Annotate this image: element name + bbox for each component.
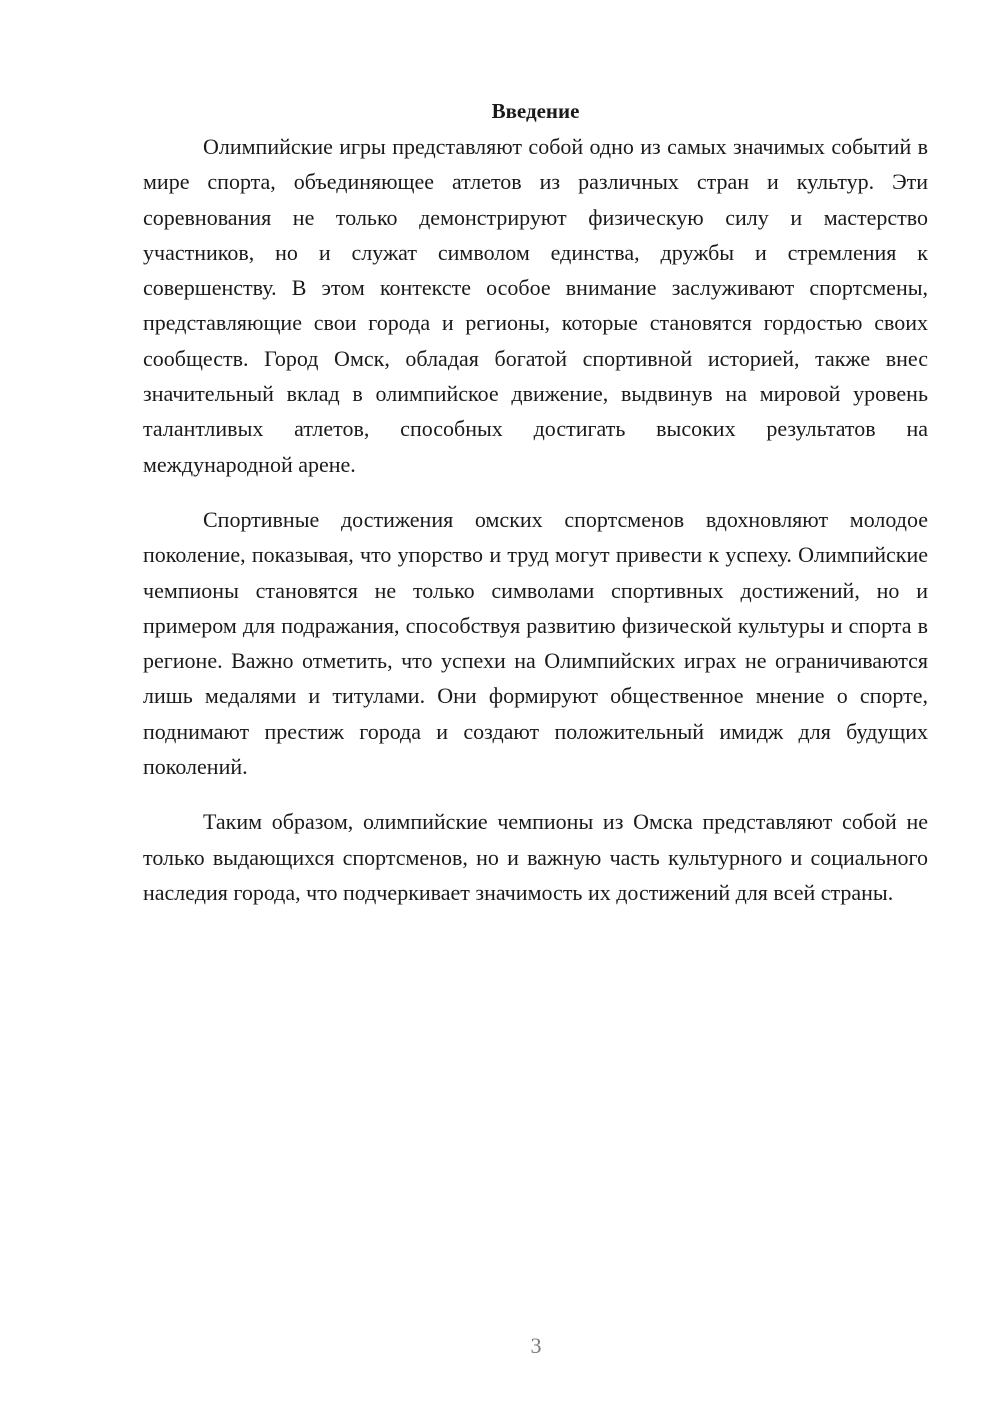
page-content [143,94,928,930]
section-title: Введение [491,99,580,123]
page-number: 3 [530,1333,542,1358]
paragraph-3: Таким образом, олимпийские чемпионы из Омска представляют собой не только выдающихся спортсменов, но и важную часть культурного и социального наследия города, что подчеркивает значимость их достижений для всей страны. [143,809,928,905]
paragraph-2: Спортивные достижения омских спортсменов вдохновляют молодое поколение, показывая, что упорство и труд могут привести к успеху. Олимпийские чемпионы становятся не только символами спортивных достижений, но и примером для подражания, способствуя развитию физической культуры и спорта в регионе. Важно отметить, что успехи на Олимпийских играх не ограничиваются лишь медалями и титулами. Они формируют общественное мнение о спорте, поднимают престиж города и создают положительный имидж для будущих поколений. [143,506,928,780]
paragraph-1: Олимпийские игры представляют собой одно из самых значимых событий в мире спорта, объединяющее атлетов из различных стран и культур. Эти соревнования не только демонстрируют физическую силу и мастерство участников, но и служат символом единства, дружбы и стремления к совершенству. В этом контексте особое внимание заслуживают спортсмены, представляющие свои города и регионы, которые становятся гордостью своих сообществ. Город Омск, обладая богатой спортивной историей, также внес значительный вклад в олимпийское движение, выдвинув на мировой уровень талантливых атлетов, способных достигать высоких результатов на международной арене. [143,134,928,477]
